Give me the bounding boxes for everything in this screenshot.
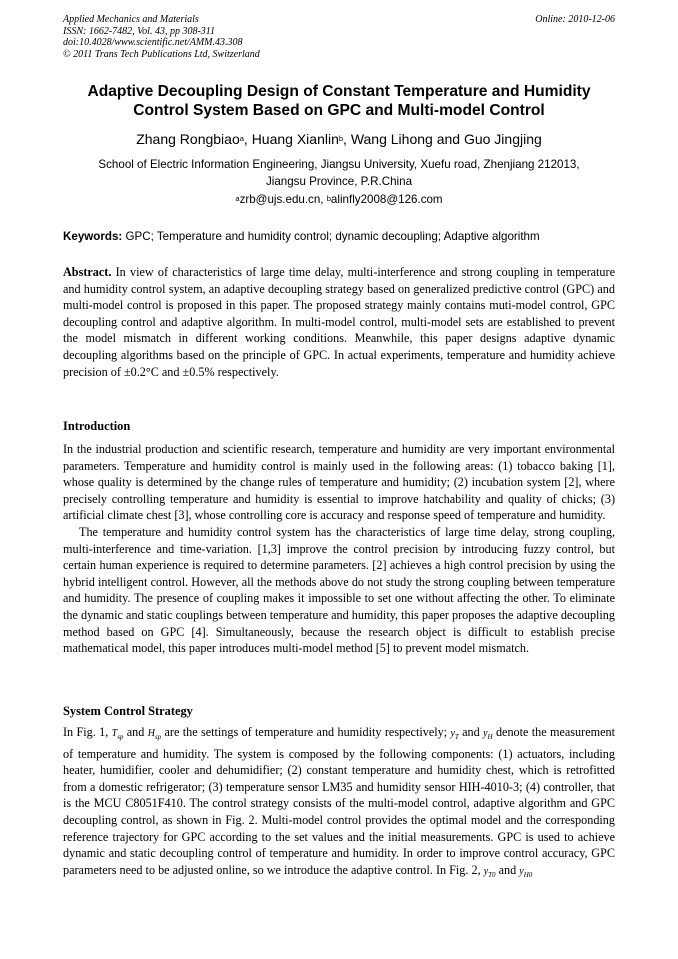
section-heading-introduction: Introduction: [63, 419, 131, 433]
affiliation-line-2: Jiangsu Province, P.R.China: [265, 175, 413, 188]
introduction-paragraph-1: In the industrial production and scientific research, temperature and humidity are very important environmental parameters. Temperature and humidity control is mainly used in the following areas: (1) tobacco baking [1], whose quality is determined by the change rules of temperature and humidity; (2) incubation system [2], where precisely controlling temperature and humidity is essential to improve hatchability and quality of chicks; (3) artificial climate chest [3], whose controlling core is accuracy and response speed of temperature and humidity.: [63, 442, 615, 523]
abstract-text: In view of characteristics of large time delay, multi-interference and strong coupling in temperature and humidity control system, an adaptive decoupling strategy based on generalized predictive control (GPC) and multi-model control is proposed in this paper. The proposed strategy mainly contains muti-model control, GPC decoupling control and adaptive algorithm. In multi-model control, multi-model sets are established to prevent the model mismatch in different working conditions. Meanwhile, this paper designs adaptive dynamic decoupling algorithms based on the principle of GPC. In actual experiments, temperature and humidity achieve precision of ±0.2°C and ±0.5% respectively.: [63, 265, 615, 379]
abstract: [63, 264, 615, 380]
email-b-mark: b: [326, 194, 331, 203]
symbol-t-sp: $T_{sp}$: [111, 728, 124, 741]
system-text-6: and: [495, 862, 520, 877]
journal-doi[interactable]: doi:10.4028/www.scientific.net/AMM.43.308: [63, 37, 243, 48]
section-heading-system-control-strategy: System Control Strategy: [63, 704, 193, 718]
email-a-mark: a: [235, 194, 240, 203]
journal-copyright: © 2011 Trans Tech Publications Ltd, Switzerland: [63, 48, 260, 60]
author-1-mark: a: [239, 134, 244, 143]
author-2: , Huang Xianlin: [243, 131, 339, 147]
paper-title-line-2: Control System Based on GPC and Multi-model Control: [133, 102, 545, 119]
keywords-label: Keywords:: [63, 230, 123, 243]
symbol-y-t0: $y_{T0}$: [483, 865, 496, 879]
journal-name: Applied Mechanics and Materials: [63, 14, 199, 25]
system-control-strategy-body: [63, 724, 615, 883]
email-a[interactable]: zrb@ujs.edu.cn,: [239, 193, 327, 206]
affiliation-line-1: School of Electric Information Engineering, Jiangsu University, Xuefu road, Zhenjiang 212013,: [98, 158, 580, 171]
system-text-5: denote the measurement of temperature and humidity. The system is composed by the following components: (1) actuators, including heater, humidifier, cooler and dehumidifier; (2) constant temperature and humidity chest, which is retrofitted from a domestic refrigerator; (3) temperature sensor LM35 and humidity sensor HIH-4010-3; (4) controller, that is the MCU C8051F410. The control strategy consists of the multi-model control, adaptive algorithm and GPC decoupling control, as shown in Fig. 2. Multi-model control provides the optimal model and the corresponding reference trajectory for GPC according to the set values and the initial measurements. GPC is used to achieve dynamic and static decoupling control of temperature and humidity. In order to improve control accuracy, GPC parameters need to be adjusted online, so we introduce the adaptive control. In Fig. 2,: [63, 725, 615, 877]
author-2-mark: b: [338, 134, 344, 143]
introduction-paragraph-2: The temperature and humidity control system has the characteristics of large time delay, strong coupling, multi-interference and time-variation. [1,3] improve the control precision by introducing fuzzy control, but certain human experience is required to determine parameters. [2] achieves a high control precision by using the hybrid intelligent control. However, all the methods above do not study the strong coupling between temperature and humidity. The presence of coupling makes it impossible to set one without affecting the other. To eliminate the dynamic and static couplings between temperature and humidity, this paper proposes the adaptive decoupling method based on GPC [4]. Simultaneously, because the research object is difficult to establish precise mathematical model, this paper introduces multi-model method [5] to prevent model mismatch.: [63, 524, 615, 656]
author-1: Zhang Rongbiao: [136, 131, 240, 147]
affiliation: [63, 156, 615, 190]
keywords: [63, 230, 615, 244]
author-list: [63, 131, 615, 148]
system-text-4: and: [458, 725, 484, 739]
paper-title-line-1: Adaptive Decoupling Design of Constant Temperature and Humidity: [87, 83, 591, 100]
author-emails: [63, 193, 615, 207]
keywords-text: GPC; Temperature and humidity control; dynamic decoupling; Adaptive algorithm: [122, 230, 540, 243]
online-date: Online: 2010-12-06: [535, 14, 615, 25]
journal-header: [63, 14, 260, 60]
abstract-label: Abstract.: [63, 265, 112, 279]
system-text-1: In Fig. 1,: [63, 725, 112, 739]
paper-title: [63, 82, 615, 120]
journal-issn: ISSN: 1662-7482, Vol. 43, pp 308-311: [63, 25, 216, 37]
symbol-h-sp: $H_{sp}$: [147, 728, 162, 741]
introduction-body: [63, 441, 615, 657]
symbol-y-h: $y_H$: [483, 728, 493, 741]
system-text-2: and: [123, 725, 148, 739]
system-text-3: are the settings of temperature and humidity respectively;: [161, 725, 451, 739]
author-others: , Wang Lihong and Guo Jingjing: [343, 131, 542, 147]
symbol-y-t: $y_T$: [450, 728, 459, 741]
email-b[interactable]: alinfly2008@126.com: [330, 193, 443, 206]
symbol-y-h0: $y_{H0}$: [519, 865, 533, 879]
